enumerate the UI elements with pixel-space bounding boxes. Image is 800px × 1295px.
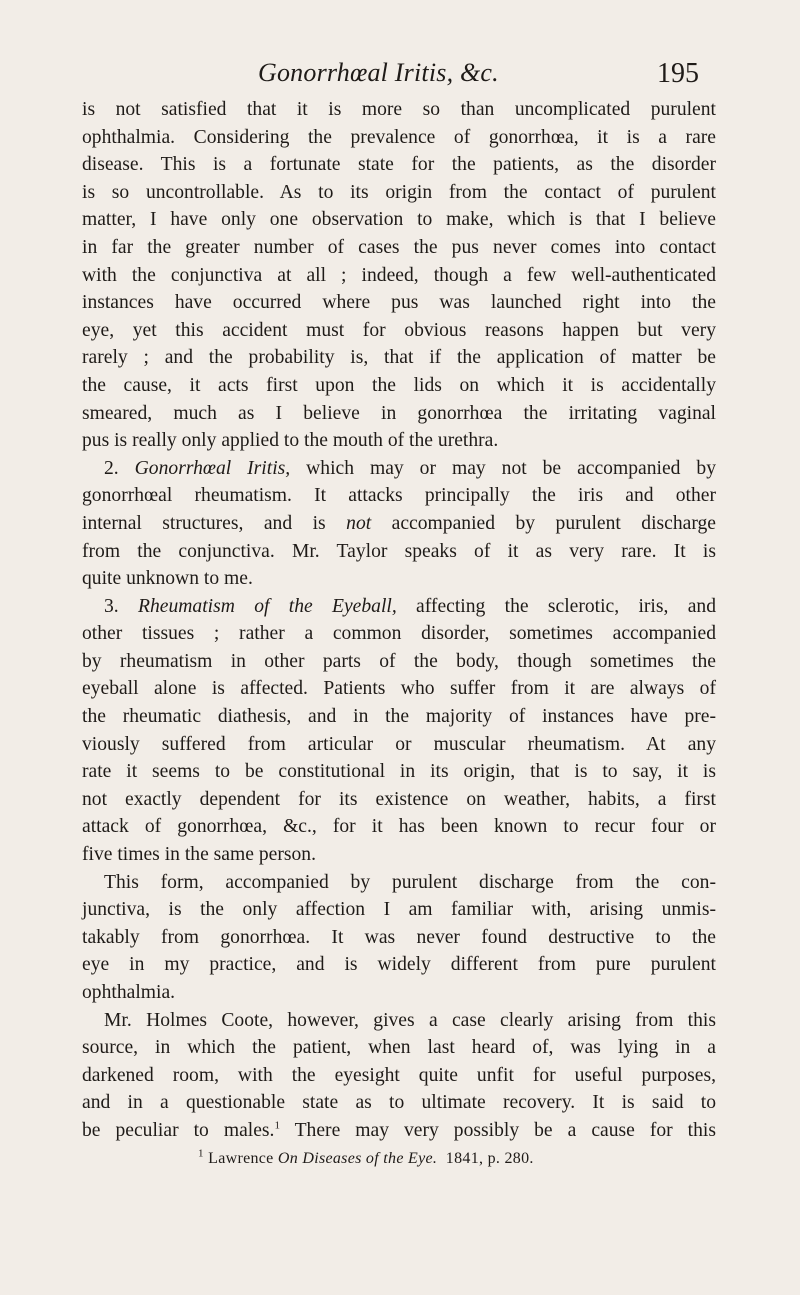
text-line: is not satisfied that it is more so than uncomplicated purulent [82,99,716,120]
text-line: not exactly dependent for its existence on weather, habits, a first [82,788,716,810]
footnote-reference: 1 [274,1119,280,1132]
footnote-author: Lawrence [208,1150,278,1167]
text-line: is so uncontrollable. As to its origin from the contact of purulent [82,181,716,203]
text-line: rate it seems to be constitutional in its origin, that is to say, it is [82,761,716,783]
footnote-details: 1841, p. 280. [437,1150,534,1167]
text-line: five times in the same person. [82,844,316,866]
emphasis-not: not [346,512,372,534]
text-line: rarely ; and the probability is, that if the application of matter be [82,347,716,369]
text-line: attack of gonorrhœa, &c., for it has been known to recur four or [82,816,716,838]
text-line: takably from gonorrhœa. It was never found destructive to the [82,926,716,948]
text-line: in far the greater number of cases the pus never comes into contact [82,236,716,258]
text-line: eye in my practice, and is widely different from pure purulent [82,954,716,976]
text-line: from the conjunctiva. Mr. Taylor speaks of it as very rare. It is [82,540,716,562]
text-line: viously suffered from articular or muscular rheumatism. At any [82,733,716,755]
text-line: darkened room, with the eyesight quite unfit for useful purposes, [82,1064,716,1086]
text-line: by rheumatism in other parts of the body, though sometimes the [82,650,716,672]
text-line: be peculiar to males.$^1$ There may very possibly be a cause for this [82,1119,716,1141]
text-line: ophthalmia. [82,982,176,1003]
text-line: instances have occurred where pus was launched right into the [82,292,716,314]
running-head [0,58,800,98]
footnote-title: On Diseases of the Eye. [277,1150,438,1167]
text-line: matter, I have only one observation to make, which is that I believe [82,209,716,231]
text-line: eye, yet this accident must for obvious reasons happen but very [82,319,716,341]
text-line: with the conjunctiva at all ; indeed, though a few well-authenticated [82,264,716,286]
text-line: ophthalmia. Considering the prevalence of gonorrhœa, it is a rare [82,126,716,148]
text-line: pus is really only applied to the mouth of the urethra. [82,430,499,452]
text-line: junctiva, is the only affection I am familiar with, arising unmis- [82,899,716,921]
section-3-title: Rheumatism of the Eyeball, [138,595,397,617]
text-line: other tissues ; rather a common disorder, sometimes accompanied [82,623,716,645]
page-number: 195 [657,58,699,89]
section-2-title: Gonorrhœal Iritis, [134,457,291,479]
text-line: This form, accompanied by purulent discharge from the con- [104,871,716,893]
running-title: Gonorrhœal Iritis, &c. [258,58,499,87]
text-line: the cause, it acts first upon the lids on which it is accidentally [82,374,716,396]
text-line: disease. This is a fortunate state for the patients, as the disorder [82,154,716,176]
text-line: source, in which the patient, when last heard of, was lying in a [82,1037,716,1059]
footnote-marker: 1 [198,1147,204,1160]
section-2-heading-line: 2. Gonorrhœal Iritis, which may or may not be accompanied by [104,457,717,479]
footnote [198,1147,534,1168]
text-line: and in a questionable state as to ultimate recovery. It is said to [82,1092,716,1114]
text-line: eyeball alone is affected. Patients who suffer from it are always of [82,678,716,700]
text-line: quite unknown to me. [82,568,253,590]
text-line: gonorrhœal rheumatism. It attacks principally the iris and other [82,485,716,507]
text-line: Mr. Holmes Coote, however, gives a case clearly arising from this [104,1009,716,1031]
text-line: internal structures, and is not accompanied by purulent discharge [82,512,717,534]
text-line: the rheumatic diathesis, and in the majority of instances have pre- [82,706,716,728]
text-line: smeared, much as I believe in gonorrhœa the irritating vaginal [82,402,716,424]
body-text [82,96,716,1145]
section-3-heading-line: 3. Rheumatism of the Eyeball, affecting the sclerotic, iris, and [104,595,717,617]
